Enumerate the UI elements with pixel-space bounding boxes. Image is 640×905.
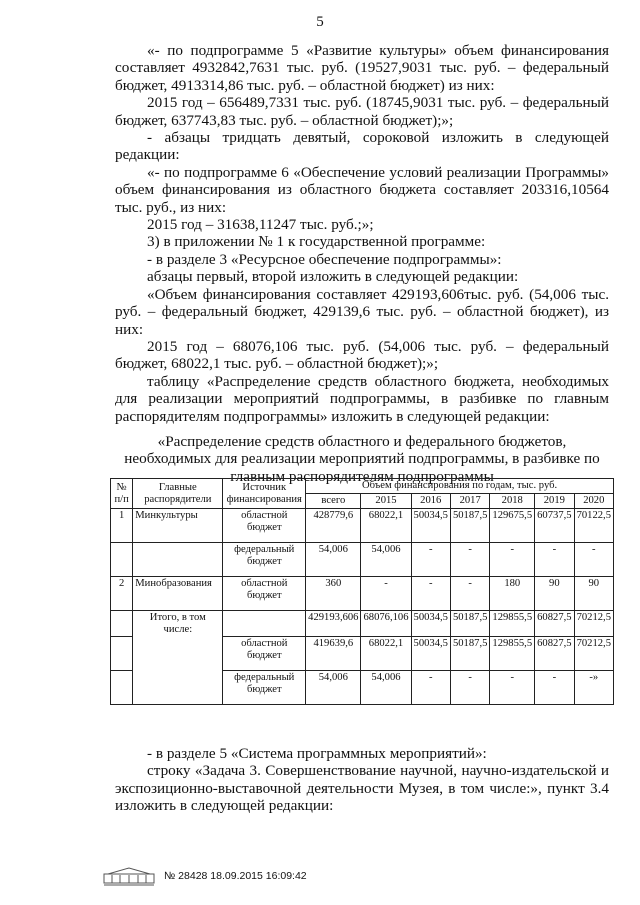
paragraph: строку «Задача 3. Совершенствование научной, научно-издательской и экспозиционно-выставочной деятельности Музея, в том числе:», пункт 3.4 изложить в следующей редакции: xyxy=(115,762,609,815)
row-num xyxy=(111,637,133,671)
paragraph: 2015 год – 656489,7331 тыс. руб. (18745,9031 тыс. руб. – федеральный бюджет, 637743,83 тыс. руб. – областной бюджет);»; xyxy=(115,94,609,129)
paragraph: абзацы первый, второй изложить в следующей редакции: xyxy=(147,268,519,286)
header-source: Источник финансирования xyxy=(223,479,306,509)
row-value: 50034,5 xyxy=(411,509,450,543)
row-value: 360 xyxy=(306,577,361,611)
row-source: областной бюджет xyxy=(223,637,306,671)
row-value: 60737,5 xyxy=(535,509,574,543)
row-value: - xyxy=(411,543,450,577)
row-value: 50034,5 xyxy=(411,611,450,637)
row-value: - xyxy=(490,671,535,705)
document-body xyxy=(115,42,609,485)
row-value: 68022,1 xyxy=(361,509,411,543)
table-row xyxy=(111,611,614,637)
row-source xyxy=(223,611,306,637)
row-source: федеральный бюджет xyxy=(223,543,306,577)
row-num: 1 xyxy=(111,509,133,543)
paragraph: таблицу «Распределение средств областного бюджета, необходимых для реализации мероприятий подпрограммы, в разбивке по главным распорядителям подпрограммы» изложить в следующей редакции: xyxy=(115,372,609,425)
row-value: - xyxy=(450,671,489,705)
row-num xyxy=(111,611,133,637)
row-value: - xyxy=(490,543,535,577)
row-value: - xyxy=(535,543,574,577)
paragraph: «- по подпрограмме 5 «Развитие культуры» объем финансирования составляет 4932842,7631 тыс. руб. (19527,9031 тыс. руб. – федеральный бюджет, 4913314,86 тыс. руб. – областной бюджет) из них: xyxy=(115,42,609,94)
row-value: 429193,606 xyxy=(306,611,361,637)
header-year: 2020 xyxy=(574,494,613,509)
table-heading: «Распределение средств областного и федерального бюджетов, необходимых для реализации мероприятий подпрограммы, в разбивке по главным распорядителям подпрограммы xyxy=(124,432,600,485)
row-value: 60827,5 xyxy=(535,611,574,637)
registration-number: № 28428 18.09.2015 16:09:42 xyxy=(164,870,307,882)
row-value: - xyxy=(411,577,450,611)
row-value: 90 xyxy=(574,577,613,611)
row-value: - xyxy=(361,577,411,611)
paragraph: «- по подпрограмме 6 «Обеспечение условий реализации Программы» объем финансирования из областного бюджета составляет 203316,10564 тыс. руб., из них: xyxy=(115,163,609,216)
row-value: - xyxy=(574,543,613,577)
row-value: - xyxy=(450,577,489,611)
document-body-continued xyxy=(115,745,609,815)
row-value: 180 xyxy=(490,577,535,611)
row-value: 129855,5 xyxy=(490,611,535,637)
row-value: 70212,5 xyxy=(574,611,613,637)
header-year: 2018 xyxy=(490,494,535,509)
government-building-stamp-icon xyxy=(102,866,156,886)
header-year: 2017 xyxy=(450,494,489,509)
paragraph: 2015 год – 68076,106 тыс. руб. (54,006 тыс. руб. – федеральный бюджет, 68022,1 тыс. руб. – областной бюджет);»; xyxy=(115,337,609,373)
row-value: 54,006 xyxy=(361,671,411,705)
header-admin: Главные распорядители xyxy=(133,479,223,509)
row-value: 50187,5 xyxy=(450,637,489,671)
row-admin xyxy=(133,543,223,577)
row-value: 68022,1 xyxy=(361,637,411,671)
row-value: 50187,5 xyxy=(450,611,489,637)
row-num xyxy=(111,543,133,577)
paragraph: - абзацы тридцать девятый, сороковой изложить в следующей редакции: xyxy=(115,129,609,164)
header-year: 2016 xyxy=(411,494,450,509)
row-value: 68076,106 xyxy=(361,611,411,637)
table-row xyxy=(111,509,614,543)
row-num xyxy=(111,671,133,705)
row-source: федеральный бюджет xyxy=(223,671,306,705)
row-value: 90 xyxy=(535,577,574,611)
row-source: областной бюджет xyxy=(223,577,306,611)
header-year: 2019 xyxy=(535,494,574,509)
table-row xyxy=(111,577,614,611)
paragraph: «Объем финансирования составляет 429193,606тыс. руб. (54,006 тыс. руб. – федеральный бюджет, 429139,6 тыс. руб. – областной бюджет), из них: xyxy=(115,285,609,338)
row-value: - xyxy=(450,543,489,577)
row-value: - xyxy=(535,671,574,705)
row-source: областной бюджет xyxy=(223,509,306,543)
row-value: - xyxy=(411,671,450,705)
row-admin: Минобразования xyxy=(133,577,223,611)
row-value: 129675,5 xyxy=(490,509,535,543)
row-value: 50034,5 xyxy=(411,637,450,671)
row-value: 60827,5 xyxy=(535,637,574,671)
row-value: 54,006 xyxy=(306,671,361,705)
header-volume: Объем финансирования по годам, тыс. руб. xyxy=(306,479,614,494)
row-value: 70212,5 xyxy=(574,637,613,671)
row-value: 129855,5 xyxy=(490,637,535,671)
row-value: 54,006 xyxy=(306,543,361,577)
row-value: 50187,5 xyxy=(450,509,489,543)
paragraph: 3) в приложении № 1 к государственной программе: xyxy=(147,233,486,251)
row-admin: Минкультуры xyxy=(133,509,223,543)
header-year: 2015 xyxy=(361,494,411,509)
row-value: -» xyxy=(574,671,613,705)
row-value: 54,006 xyxy=(361,543,411,577)
financing-table xyxy=(110,478,614,705)
paragraph: 2015 год – 31638,11247 тыс. руб.;»; xyxy=(147,216,374,234)
header-year: всего xyxy=(306,494,361,509)
page-number: 5 xyxy=(316,14,324,30)
row-value: 419639,6 xyxy=(306,637,361,671)
row-num: 2 xyxy=(111,577,133,611)
row-value: 428779,6 xyxy=(306,509,361,543)
paragraph: - в разделе 3 «Ресурсное обеспечение подпрограммы»: xyxy=(147,250,502,268)
row-admin: Итого, в том числе: xyxy=(133,611,223,705)
row-value: 70122,5 xyxy=(574,509,613,543)
table-row xyxy=(111,543,614,577)
header-num: № п/п xyxy=(111,479,133,509)
registration-footer xyxy=(102,866,307,886)
paragraph: - в разделе 5 «Система программных мероприятий»: xyxy=(147,745,487,762)
